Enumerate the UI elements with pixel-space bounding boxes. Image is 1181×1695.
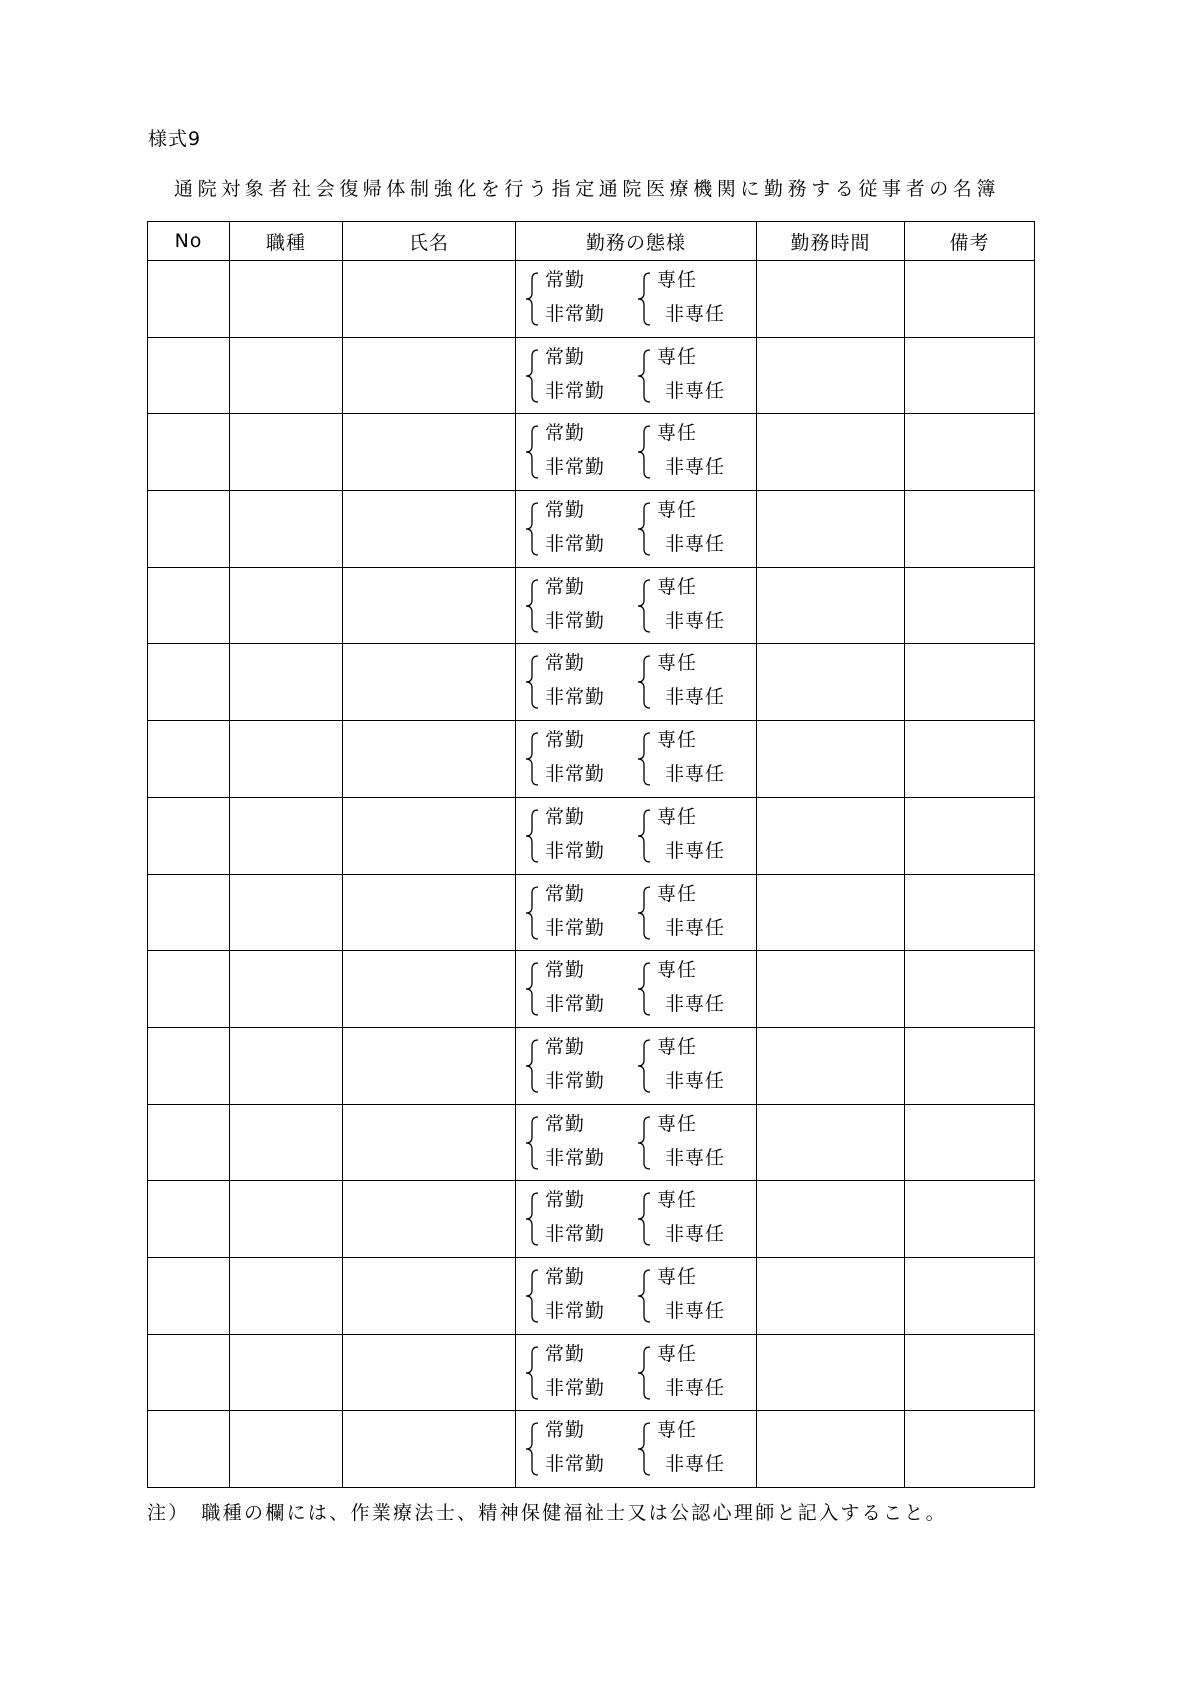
dedicated-option[interactable]: 専任 [657,1112,698,1135]
table-row [148,644,1035,721]
part-time-option[interactable]: 非常勤 [545,303,606,325]
header-work-style: 勤務の態様 [516,222,757,261]
table-row [148,1334,1035,1411]
work-hours-cell[interactable] [757,1181,905,1258]
dedication-choice [636,806,736,866]
work-style-cell [516,414,757,491]
work-style-cell [516,1181,757,1258]
name-cell[interactable] [343,797,516,874]
left-brace-icon [636,501,652,557]
part-time-option[interactable]: 非常勤 [545,456,606,479]
full-time-option[interactable]: 常勤 [545,499,586,522]
job-type-cell[interactable] [230,1181,343,1258]
job-type-cell[interactable] [230,1334,343,1411]
non-dedicated-option[interactable]: 非専任 [665,1069,726,1092]
dedicated-option[interactable]: 専任 [657,652,698,675]
work-style-cell [516,644,757,721]
left-brace-icon [524,885,540,941]
name-cell[interactable] [343,644,516,721]
left-brace-icon [636,808,652,864]
left-brace-icon [636,1038,652,1094]
attendance-choice [524,422,624,482]
attendance-choice [524,1113,624,1173]
notes-cell[interactable] [905,1181,1035,1258]
work-hours-cell[interactable] [757,1257,905,1334]
dedication-choice [636,1189,736,1249]
full-time-option[interactable]: 常勤 [545,575,586,598]
non-dedicated-option[interactable]: 非専任 [665,533,726,556]
footnote: 注） 職種の欄には、作業療法士、精神保健福祉士又は公認心理師と記入すること。 [147,1502,947,1524]
work-hours-cell[interactable] [757,797,905,874]
work-hours-cell[interactable] [757,1411,905,1488]
work-style-cell [516,337,757,414]
dedicated-option[interactable]: 専任 [657,269,698,291]
job-type-cell[interactable] [230,797,343,874]
left-brace-icon [636,1268,652,1324]
non-dedicated-option[interactable]: 非専任 [665,379,726,402]
table-row [148,1104,1035,1181]
left-brace-icon [636,1191,652,1247]
non-dedicated-option[interactable]: 非専任 [665,916,726,939]
no-cell[interactable] [148,1027,230,1104]
non-dedicated-option[interactable]: 非専任 [665,1376,726,1399]
left-brace-icon [524,1038,540,1094]
attendance-choice [524,729,624,789]
no-cell[interactable] [148,1257,230,1334]
work-style-cell [516,491,757,568]
work-hours-cell[interactable] [757,721,905,798]
left-brace-icon [636,885,652,941]
work-style-cell [516,1027,757,1104]
full-time-option[interactable]: 常勤 [545,1419,586,1442]
job-type-cell[interactable] [230,644,343,721]
notes-cell[interactable] [905,1027,1035,1104]
non-dedicated-option[interactable]: 非専任 [665,1453,726,1476]
part-time-option[interactable]: 非常勤 [545,1223,606,1246]
left-brace-icon [636,961,652,1017]
non-dedicated-option[interactable]: 非専任 [665,456,726,479]
full-time-option[interactable]: 常勤 [545,1189,586,1212]
job-type-cell[interactable] [230,1027,343,1104]
attendance-choice [524,499,624,559]
left-brace-icon [636,654,652,710]
work-style-cell [516,1411,757,1488]
name-cell[interactable] [343,721,516,798]
header-job-type: 職種 [230,222,343,261]
notes-cell[interactable] [905,567,1035,644]
part-time-option[interactable]: 非常勤 [545,916,606,939]
notes-cell[interactable] [905,797,1035,874]
attendance-choice [524,1266,624,1326]
no-cell[interactable] [148,1411,230,1488]
work-style-cell [516,1104,757,1181]
left-brace-icon [524,731,540,787]
part-time-option[interactable]: 非常勤 [545,1069,606,1092]
notes-cell[interactable] [905,951,1035,1028]
non-dedicated-option[interactable]: 非専任 [665,686,726,709]
full-time-option[interactable]: 常勤 [545,729,586,752]
work-style-cell [516,1334,757,1411]
dedication-choice [636,1266,736,1326]
no-cell[interactable] [148,261,230,338]
name-cell[interactable] [343,1257,516,1334]
full-time-option[interactable]: 常勤 [545,269,586,291]
notes-cell[interactable] [905,721,1035,798]
notes-cell[interactable] [905,1334,1035,1411]
work-style-cell [516,721,757,798]
non-dedicated-option[interactable]: 非専任 [665,839,726,862]
job-type-cell[interactable] [230,1257,343,1334]
dedication-choice [636,1113,736,1173]
work-hours-cell[interactable] [757,1104,905,1181]
job-type-cell[interactable] [230,337,343,414]
table-row [148,1027,1035,1104]
full-time-option[interactable]: 常勤 [545,805,586,828]
non-dedicated-option[interactable]: 非専任 [665,1299,726,1322]
full-time-option[interactable]: 常勤 [545,1265,586,1288]
job-type-cell[interactable] [230,951,343,1028]
full-time-option[interactable]: 常勤 [545,1035,586,1058]
name-cell[interactable] [343,491,516,568]
dedicated-option[interactable]: 専任 [657,422,698,445]
dedication-choice [636,269,736,329]
work-hours-cell[interactable] [757,261,905,338]
table-row [148,797,1035,874]
no-cell[interactable] [148,874,230,951]
left-brace-icon [636,424,652,480]
notes-cell[interactable] [905,644,1035,721]
table-header-row [148,222,1035,261]
full-time-option[interactable]: 常勤 [545,652,586,675]
full-time-option[interactable]: 常勤 [545,882,586,905]
work-hours-cell[interactable] [757,414,905,491]
dedicated-option[interactable]: 専任 [657,345,698,368]
work-style-cell [516,567,757,644]
dedicated-option[interactable]: 専任 [657,1035,698,1058]
notes-cell[interactable] [905,414,1035,491]
no-cell[interactable] [148,797,230,874]
non-dedicated-option[interactable]: 非専任 [665,993,726,1016]
name-cell[interactable] [343,1334,516,1411]
part-time-option[interactable]: 非常勤 [545,1146,606,1169]
part-time-option[interactable]: 非常勤 [545,1299,606,1322]
name-cell[interactable] [343,567,516,644]
dedication-choice [636,652,736,712]
no-cell[interactable] [148,414,230,491]
dedication-choice [636,1343,736,1403]
attendance-choice [524,1343,624,1403]
dedicated-option[interactable]: 専任 [657,805,698,828]
left-brace-icon [524,424,540,480]
work-hours-cell[interactable] [757,567,905,644]
dedicated-option[interactable]: 専任 [657,1419,698,1442]
non-dedicated-option[interactable]: 非専任 [665,303,726,325]
attendance-choice [524,806,624,866]
attendance-choice [524,1189,624,1249]
left-brace-icon [524,1421,540,1477]
work-hours-cell[interactable] [757,337,905,414]
part-time-option[interactable]: 非常勤 [545,1376,606,1399]
dedicated-option[interactable]: 専任 [657,1342,698,1365]
name-cell[interactable] [343,951,516,1028]
attendance-choice [524,652,624,712]
dedicated-option[interactable]: 専任 [657,1265,698,1288]
attendance-choice [524,1419,624,1479]
no-cell[interactable] [148,1104,230,1181]
header-notes: 備考 [905,222,1035,261]
attendance-choice [524,1036,624,1096]
left-brace-icon [636,348,652,404]
name-cell[interactable] [343,261,516,338]
part-time-option[interactable]: 非常勤 [545,1453,606,1476]
job-type-cell[interactable] [230,721,343,798]
left-brace-icon [636,731,652,787]
full-time-option[interactable]: 常勤 [545,422,586,445]
left-brace-icon [524,348,540,404]
dedication-choice [636,499,736,559]
part-time-option[interactable]: 非常勤 [545,609,606,632]
name-cell[interactable] [343,337,516,414]
table-row [148,721,1035,798]
part-time-option[interactable]: 非常勤 [545,379,606,402]
work-style-cell [516,874,757,951]
no-cell[interactable] [148,951,230,1028]
job-type-cell[interactable] [230,414,343,491]
dedicated-option[interactable]: 専任 [657,1189,698,1212]
non-dedicated-option[interactable]: 非専任 [665,763,726,786]
left-brace-icon [636,271,652,327]
dedicated-option[interactable]: 専任 [657,959,698,982]
header-name: 氏名 [343,222,516,261]
left-brace-icon [524,578,540,634]
no-cell[interactable] [148,1334,230,1411]
dedicated-option[interactable]: 専任 [657,882,698,905]
part-time-option[interactable]: 非常勤 [545,686,606,709]
notes-cell[interactable] [905,874,1035,951]
left-brace-icon [524,1268,540,1324]
work-hours-cell[interactable] [757,1027,905,1104]
table-row [148,1411,1035,1488]
part-time-option[interactable]: 非常勤 [545,839,606,862]
dedication-choice [636,422,736,482]
left-brace-icon [524,271,540,327]
notes-cell[interactable] [905,1257,1035,1334]
no-cell[interactable] [148,567,230,644]
dedication-choice [636,729,736,789]
job-type-cell[interactable] [230,261,343,338]
work-hours-cell[interactable] [757,874,905,951]
left-brace-icon [524,654,540,710]
table-row [148,951,1035,1028]
dedicated-option[interactable]: 専任 [657,499,698,522]
document-title: 通院対象者社会復帰体制強化を行う指定通院医療機関に勤務する従事者の名簿 [174,178,1001,200]
full-time-option[interactable]: 常勤 [545,959,586,982]
attendance-choice [524,959,624,1019]
dedication-choice [636,346,736,406]
header-work-hours: 勤務時間 [757,222,905,261]
left-brace-icon [636,1345,652,1401]
no-cell[interactable] [148,721,230,798]
work-style-cell [516,1257,757,1334]
notes-cell[interactable] [905,1104,1035,1181]
full-time-option[interactable]: 常勤 [545,345,586,368]
work-style-cell [516,261,757,338]
left-brace-icon [524,501,540,557]
attendance-choice [524,883,624,943]
left-brace-icon [636,1115,652,1171]
attendance-choice [524,269,624,329]
dedication-choice [636,576,736,636]
table-row [148,1257,1035,1334]
no-cell[interactable] [148,1181,230,1258]
table-row [148,567,1035,644]
notes-cell[interactable] [905,261,1035,338]
name-cell[interactable] [343,1411,516,1488]
job-type-cell[interactable] [230,491,343,568]
job-type-cell[interactable] [230,1411,343,1488]
table-row [148,414,1035,491]
job-type-cell[interactable] [230,567,343,644]
attendance-choice [524,346,624,406]
full-time-option[interactable]: 常勤 [545,1342,586,1365]
table-row [148,261,1035,338]
no-cell[interactable] [148,337,230,414]
work-style-cell [516,951,757,1028]
job-type-cell[interactable] [230,1104,343,1181]
notes-cell[interactable] [905,1411,1035,1488]
part-time-option[interactable]: 非常勤 [545,763,606,786]
notes-cell[interactable] [905,337,1035,414]
name-cell[interactable] [343,1027,516,1104]
staff-roster-table [147,221,1035,1488]
work-style-cell [516,797,757,874]
dedicated-option[interactable]: 専任 [657,575,698,598]
dedicated-option[interactable]: 専任 [657,729,698,752]
left-brace-icon [524,1191,540,1247]
part-time-option[interactable]: 非常勤 [545,993,606,1016]
left-brace-icon [524,808,540,864]
form-number-label: 様式9 [148,128,202,150]
no-cell[interactable] [148,644,230,721]
name-cell[interactable] [343,1104,516,1181]
left-brace-icon [524,1345,540,1401]
attendance-choice [524,576,624,636]
non-dedicated-option[interactable]: 非専任 [665,609,726,632]
notes-cell[interactable] [905,491,1035,568]
left-brace-icon [636,578,652,634]
part-time-option[interactable]: 非常勤 [545,533,606,556]
work-hours-cell[interactable] [757,951,905,1028]
dedication-choice [636,883,736,943]
work-hours-cell[interactable] [757,491,905,568]
left-brace-icon [524,1115,540,1171]
left-brace-icon [636,1421,652,1477]
name-cell[interactable] [343,414,516,491]
non-dedicated-option[interactable]: 非専任 [665,1146,726,1169]
work-hours-cell[interactable] [757,1334,905,1411]
table-row [148,491,1035,568]
job-type-cell[interactable] [230,874,343,951]
dedication-choice [636,1419,736,1479]
dedication-choice [636,1036,736,1096]
work-hours-cell[interactable] [757,644,905,721]
table-row [148,874,1035,951]
header-no: No [148,222,230,261]
full-time-option[interactable]: 常勤 [545,1112,586,1135]
dedication-choice [636,959,736,1019]
table-row [148,337,1035,414]
name-cell[interactable] [343,1181,516,1258]
non-dedicated-option[interactable]: 非専任 [665,1223,726,1246]
no-cell[interactable] [148,491,230,568]
name-cell[interactable] [343,874,516,951]
left-brace-icon [524,961,540,1017]
table-row [148,1181,1035,1258]
